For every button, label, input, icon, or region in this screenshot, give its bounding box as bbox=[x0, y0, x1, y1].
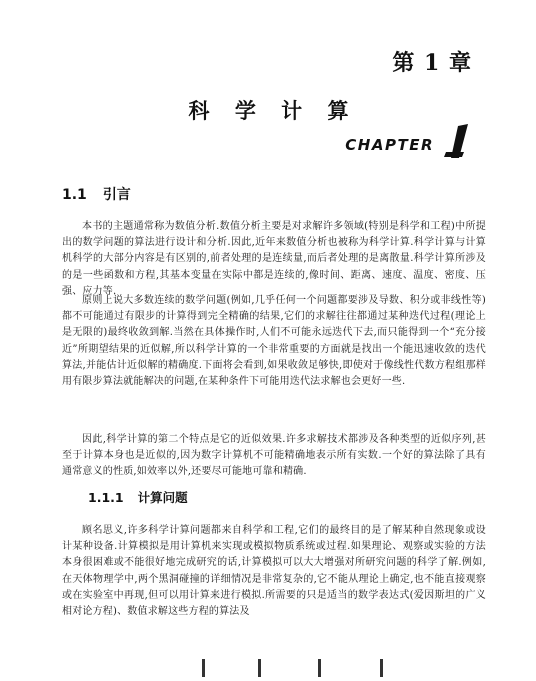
subsection-title: 计算问题 bbox=[137, 490, 188, 505]
subsection-number: 1.1.1 bbox=[88, 490, 124, 505]
chapter-ornament-icon bbox=[434, 122, 474, 162]
subsection-heading bbox=[88, 488, 188, 506]
chapter-tag bbox=[324, 122, 474, 162]
scan-mark bbox=[258, 659, 261, 677]
chapter-number: 第 1 章 bbox=[392, 50, 472, 76]
paragraph-2: 原则上说大多数连续的数学问题(例如,几乎任何一个问题都要涉及导数、积分或非线性等)都不可能通过有限步的计算得到完全精确的结果,它们的求解往往都通过某种迭代过程(理论上是无限的)最终收敛到解.当然在具体操作时,人们不可能永远迭代下去,而只能得到一个“充分接近”所期望结果的近似解,所以科学计算的一个非常重要的方面就是找出一个能迅速收敛的迭代算法,并能估计近似解的精确度.下面将会看到,如果收敛足够快,即使对于像线性代数方程组那样用有限步算法就能解决的问题,在某种条件下可能用迭代法求解也会更好一些. bbox=[62, 295, 486, 388]
scan-mark bbox=[202, 659, 205, 677]
paragraph-4: 顾名思义,许多科学计算问题都来自科学和工程,它们的最终目的是了解某种自然现象或设计某种设备.计算模拟是用计算机来实现或模拟物质系统或过程.如果理论、观察或实验的方法本身很困难或不能很好地完成研究的话,计算模拟可以大大增强对所研究问题的科学了解.例如,在天体物理学中,两个黑洞碰撞的详细情况是非常复杂的,它不能从理论上确定,也不能直接观察或在实验室中再现,但可以用计算来进行模拟.所需要的只是适当的数学表达式(爱因斯坦的广义相对论方程)、数值求解这些方程的算法及 bbox=[62, 525, 486, 618]
section-heading bbox=[62, 184, 131, 204]
section-number: 1.1 bbox=[62, 187, 87, 203]
paragraph-1: 本书的主题通常称为数值分析.数值分析主要是对求解许多领域(特别是科学和工程)中所提出的数学问题的算法进行设计和分析.因此,近年来数值分析也被称为科学计算.科学计算与计算机科学的大部分内容是有区别的,前者处理的是连续量,而后者处理的是离散量.科学计算所涉及的是一些函数和方程,其基本变量在实际中都是连续的,像时间、距离、速度、温度、密度、压强、应力等. bbox=[62, 221, 486, 297]
chapter-tag-word: CHAPTER bbox=[345, 136, 434, 154]
scan-mark bbox=[380, 659, 383, 677]
section-title: 引言 bbox=[102, 187, 131, 203]
chapter-title: 科 学 计 算 bbox=[188, 98, 358, 123]
scan-mark bbox=[318, 659, 321, 677]
paragraph-3: 因此,科学计算的第二个特点是它的近似效果.许多求解技术都涉及各种类型的近似序列,甚至于计算本身也是近似的,因为数字计算机不可能精确地表示所有实数.一个好的算法除了具有通常意义的性质,如效率以外,还要尽可能地可靠和精确. bbox=[62, 434, 486, 478]
scan-artifact-marks bbox=[0, 655, 536, 681]
